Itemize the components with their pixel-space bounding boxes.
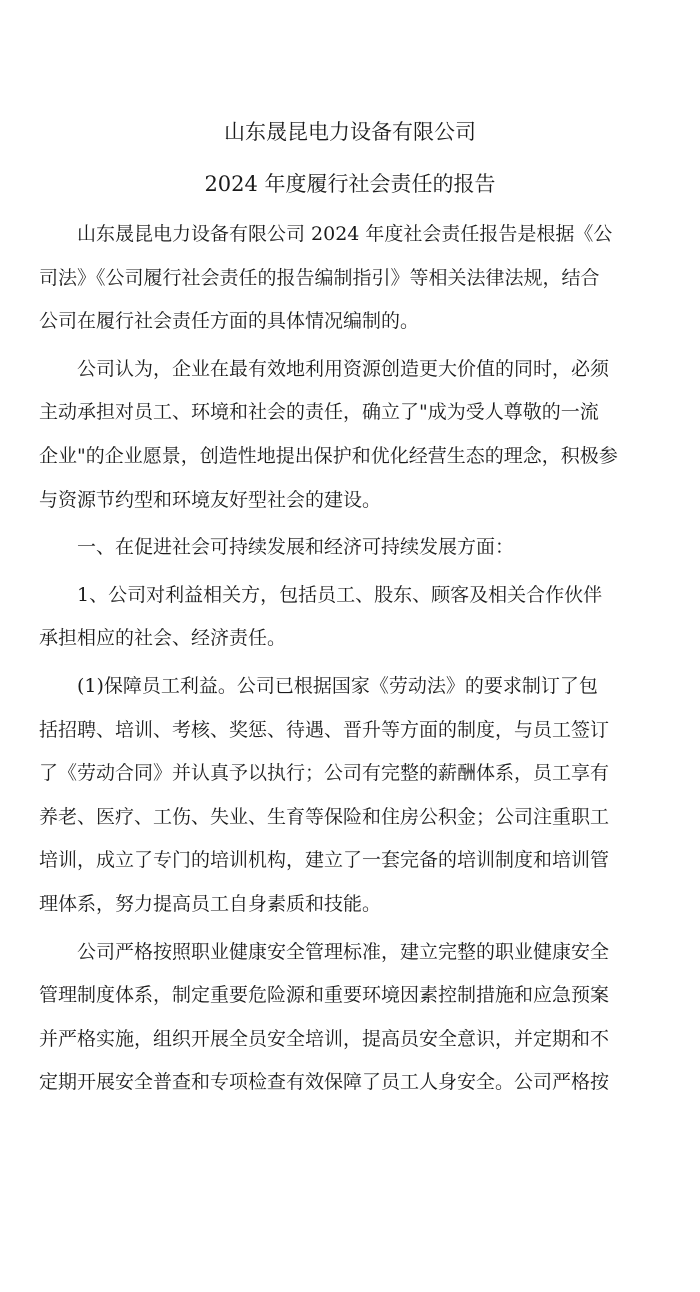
text-line: 主动承担对员工、环境和社会的责任，确立了"成为受人尊敬的一流 [39, 401, 599, 424]
text-line: 培训，成立了专门的培训机构，建立了一套完备的培训制度和培训管 [39, 849, 610, 872]
document-title: 山东晟昆电力设备有限公司 [224, 120, 476, 144]
paragraph-vision [39, 348, 663, 522]
text-line: (1)保障员工利益。公司已根据国家《劳动法》的要求制订了包 [77, 674, 598, 697]
text-line: 企业"的企业愿景，创造性地提出保护和优化经营生态的理念，积极参 [39, 444, 618, 467]
text-line: 1、公司对利益相关方，包括员工、股东、顾客及相关合作伙伴 [77, 583, 603, 606]
text-line: 管理制度体系，制定重要危险源和重要环境因素控制措施和应急预案 [39, 984, 610, 1007]
paragraph-safety [39, 931, 663, 1105]
paragraph-employee-rights [39, 665, 663, 927]
document-body [39, 213, 663, 1105]
text-line: 一、在促进社会可持续发展和经济可持续发展方面： [77, 536, 515, 559]
text-line: 承担相应的社会、经济责任。 [39, 627, 287, 650]
text-line: 公司认为，企业在最有效地利用资源创造更大价值的同时，必须 [77, 357, 610, 380]
text-line: 山东晟昆电力设备有限公司 2024 年度社会责任报告是根据《公 [77, 223, 613, 245]
text-line: 公司在履行社会责任方面的具体情况编制的。 [39, 310, 420, 333]
text-line: 公司严格按照职业健康安全管理标准，建立完整的职业健康安全 [77, 940, 610, 963]
text-line: 括招聘、培训、考核、奖惩、待遇、晋升等方面的制度，与员工签订 [39, 718, 610, 741]
text-line: 司法》《公司履行社会责任的报告编制指引》等相关法律法规，结合 [39, 266, 600, 289]
text-line: 养老、医疗、工伤、失业、生育等保险和住房公积金；公司注重职工 [39, 805, 610, 828]
text-line: 定期开展安全普查和专项检查有效保障了员工人身安全。公司严格按 [39, 1071, 610, 1094]
paragraph-stakeholders [39, 574, 663, 661]
section-heading-one [39, 526, 663, 570]
text-line: 并严格实施，组织开展全员安全培训，提高员安全意识，并定期和不 [39, 1027, 610, 1050]
paragraph-intro [39, 213, 663, 344]
document-subtitle: 2024 年度履行社会责任的报告 [204, 172, 496, 196]
text-line: 理体系，努力提高员工自身素质和技能。 [39, 892, 382, 915]
text-line: 与资源节约型和环境友好型社会的建设。 [39, 488, 382, 511]
text-line: 了《劳动合同》并认真予以执行；公司有完整的薪酬体系，员工享有 [39, 762, 610, 785]
